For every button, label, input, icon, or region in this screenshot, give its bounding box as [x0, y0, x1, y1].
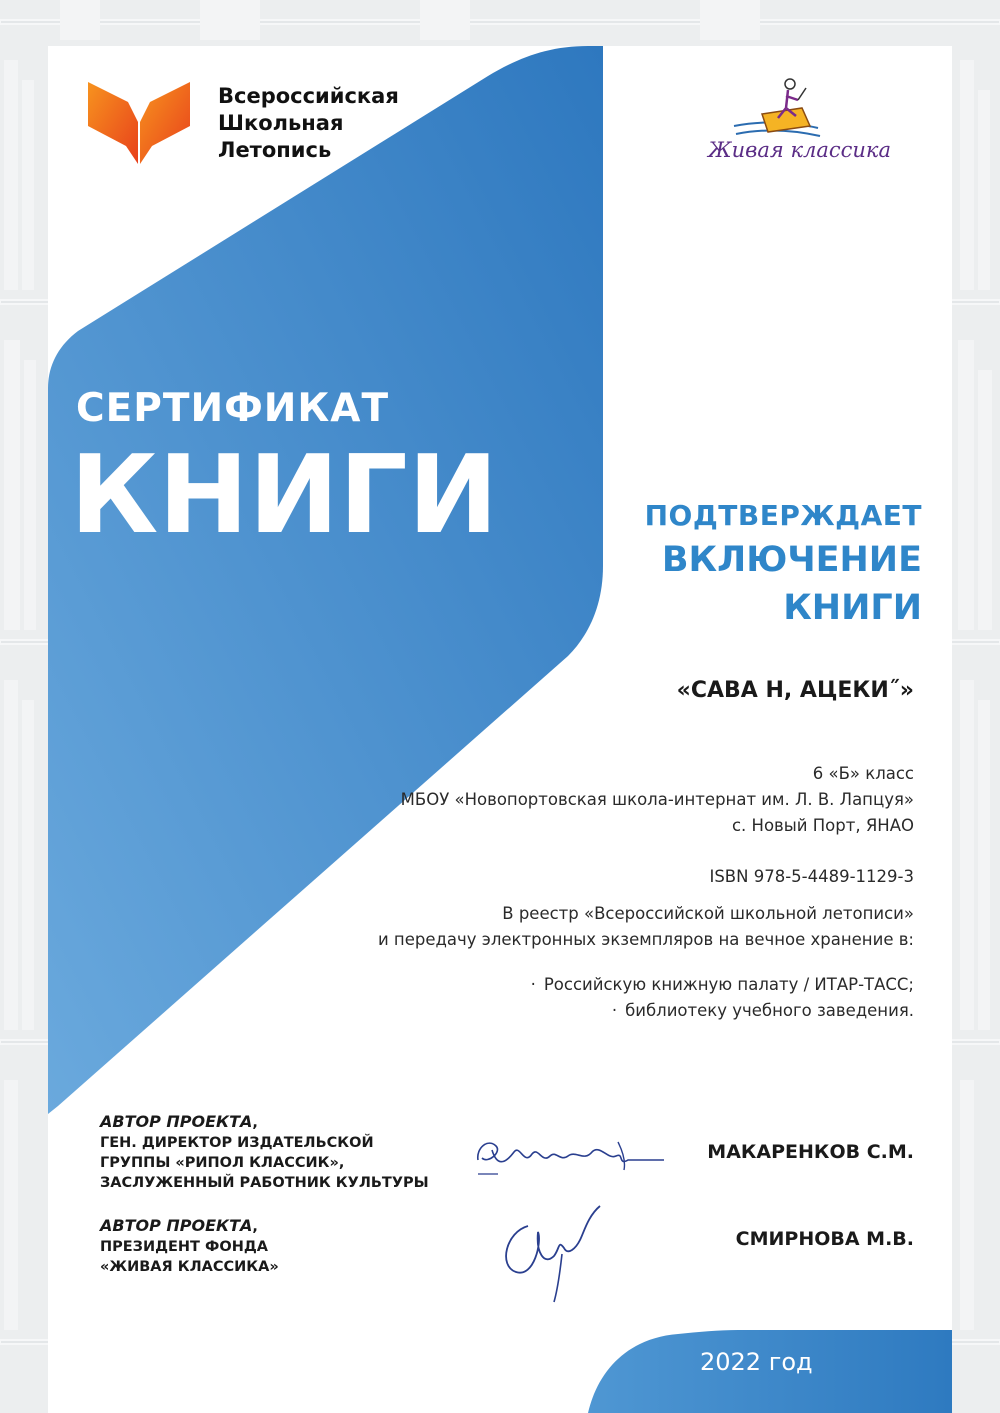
school-location: с. Новый Порт, ЯНАО [731, 816, 914, 835]
author-block-2: АВТОР ПРОЕКТА, ПРЕЗИДЕНТ ФОНДА «ЖИВАЯ КЛАССИКА» [100, 1216, 279, 1275]
bullet-icon: · [611, 1001, 618, 1020]
logo-line-1: Всероссийская [218, 84, 399, 108]
partner-logo-text: Живая классика [708, 138, 891, 162]
isbn: ISBN 978-5-4489-1129-3 [709, 867, 914, 886]
school-details [401, 761, 914, 839]
list-item: · библиотеку учебного заведения. [611, 1001, 914, 1020]
author-role: АВТОР ПРОЕКТА [100, 1216, 253, 1235]
logo-line-2: Школьная [218, 111, 344, 135]
recipients-list [531, 972, 914, 1024]
signature-smirnova [488, 1196, 608, 1306]
signature-makarenkov [468, 1130, 668, 1186]
signer-name-1: МАКАРЕНКОВ С.М. [707, 1141, 914, 1163]
author-block-1: АВТОР ПРОЕКТА, ГЕН. ДИРЕКТОР ИЗДАТЕЛЬСКОЙ ГРУППЫ «РИПОЛ КЛАССИК», ЗАСЛУЖЕННЫЙ РАБОТНИК КУЛЬТУРЫ [100, 1112, 429, 1191]
author-position-line: ПРЕЗИДЕНТ ФОНДА [100, 1239, 268, 1255]
book-title: «САВА Н, АЦЕКИ˝» [676, 678, 914, 703]
certificate-title: СЕРТИФИКАТ [76, 386, 390, 431]
confirmation-line-1: ПОДТВЕРЖДАЕТ [644, 499, 922, 532]
author-position-line: ГРУППЫ «РИПОЛ КЛАССИК», [100, 1155, 345, 1171]
confirmation-line-3: КНИГИ [783, 588, 922, 628]
bullet-icon: · [530, 975, 536, 994]
certificate-sheet [48, 46, 952, 1413]
signer-name-2: СМИРНОВА М.В. [735, 1228, 914, 1250]
author-position-line: «ЖИВАЯ КЛАССИКА» [100, 1259, 279, 1275]
confirmation-heading [645, 496, 922, 632]
open-book-logo-icon [88, 82, 190, 164]
class-label: 6 «Б» класс [812, 764, 914, 783]
author-position-line: ГЕН. ДИРЕКТОР ИЗДАТЕЛЬСКОЙ [100, 1135, 374, 1151]
logo-title [218, 83, 399, 164]
author-position-line: ЗАСЛУЖЕННЫЙ РАБОТНИК КУЛЬТУРЫ [100, 1175, 429, 1191]
list-item: · Российскую книжную палату / ИТАР-ТАСС; [530, 975, 914, 994]
confirmation-line-2: ВКЛЮЧЕНИЕ [661, 540, 922, 580]
school-name: МБОУ «Новопортовская школа-интернат им. Л. В. Лапцуя» [400, 790, 914, 809]
registry-text [378, 901, 914, 953]
registry-line-2: и передачу электронных экземпляров на вечное хранение в: [377, 930, 914, 949]
certificate-subtitle: КНИГИ [70, 433, 499, 558]
logo-line-3: Летопись [218, 138, 332, 162]
registry-line-1: В реестр «Всероссийской школьной летописи» [502, 904, 914, 923]
author-role: АВТОР ПРОЕКТА [100, 1112, 253, 1131]
year-label: 2022 год [700, 1348, 813, 1376]
